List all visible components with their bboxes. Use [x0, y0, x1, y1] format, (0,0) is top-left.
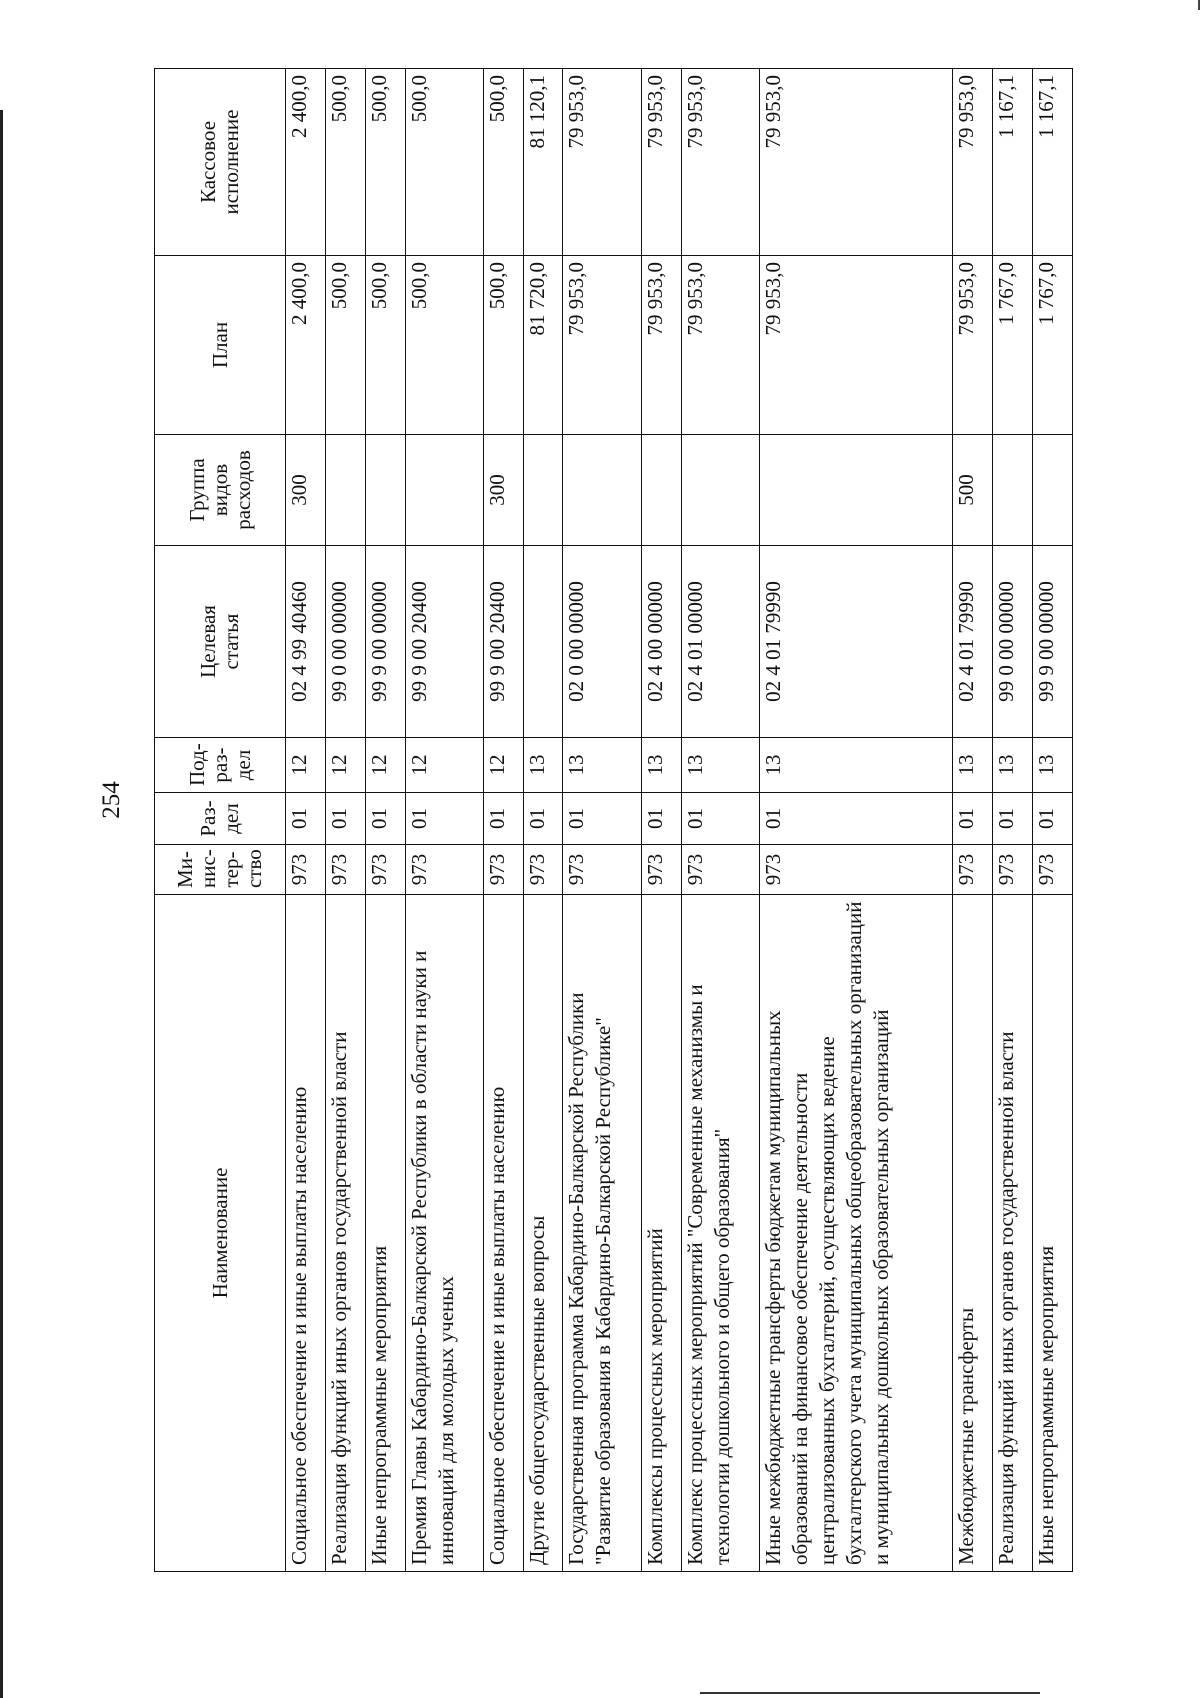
cell-ministry: 973	[405, 845, 483, 895]
cell-ministry: 973	[365, 845, 405, 895]
cell-section: 01	[563, 793, 641, 845]
cell-name: Комплекс процессных мероприятий "Современные механизмы и технологии дошкольного и общего образования"	[681, 895, 759, 1572]
cell-target: 99 0 00 00000	[325, 546, 365, 738]
header-group: Группа видов расходов	[155, 435, 286, 546]
table-row	[953, 69, 993, 1572]
cell-subsection: 13	[993, 738, 1033, 793]
cell-subsection: 13	[563, 738, 641, 793]
cell-section: 01	[993, 793, 1033, 845]
cell-ministry: 973	[483, 845, 523, 895]
table-row	[286, 69, 326, 1572]
cell-execution: 79 953,0	[681, 69, 759, 256]
table-row	[641, 69, 681, 1572]
cell-subsection: 13	[641, 738, 681, 793]
cell-ministry: 973	[523, 845, 563, 895]
cell-subsection: 13	[681, 738, 759, 793]
cell-section: 01	[365, 793, 405, 845]
cell-execution: 79 953,0	[641, 69, 681, 256]
cell-ministry: 973	[1033, 845, 1073, 895]
cell-target: 02 4 01 79990	[953, 546, 993, 738]
table-row	[759, 69, 953, 1572]
cell-group	[681, 435, 759, 546]
cell-plan: 79 953,0	[953, 256, 993, 435]
cell-group	[325, 435, 365, 546]
cell-plan: 500,0	[365, 256, 405, 435]
cell-target	[523, 546, 563, 738]
cell-target: 99 9 00 20400	[405, 546, 483, 738]
cell-target: 99 0 00 00000	[993, 546, 1033, 738]
cell-group: 300	[286, 435, 326, 546]
cell-name: Реализация функций иных органов государственной власти	[325, 895, 365, 1572]
cell-plan: 1 767,0	[993, 256, 1033, 435]
scan-edge-left	[0, 110, 3, 1698]
cell-group	[759, 435, 953, 546]
header-subsection: Под- раз- дел	[155, 738, 286, 793]
cell-group: 300	[483, 435, 523, 546]
cell-ministry: 973	[681, 845, 759, 895]
table-row	[681, 69, 759, 1572]
cell-section: 01	[405, 793, 483, 845]
cell-section: 01	[681, 793, 759, 845]
cell-subsection: 12	[286, 738, 326, 793]
cell-group	[405, 435, 483, 546]
cell-execution: 500,0	[483, 69, 523, 256]
cell-name: Социальное обеспечение и иные выплаты населению	[286, 895, 326, 1572]
cell-name: Иные непрограммные мероприятия	[1033, 895, 1073, 1572]
cell-ministry: 973	[953, 845, 993, 895]
cell-group: 500	[953, 435, 993, 546]
cell-subsection: 12	[365, 738, 405, 793]
cell-plan: 79 953,0	[681, 256, 759, 435]
cell-ministry: 973	[325, 845, 365, 895]
header-section: Раз- дел	[155, 793, 286, 845]
cell-name: Социальное обеспечение и иные выплаты населению	[483, 895, 523, 1572]
table-row	[365, 69, 405, 1572]
table-header-row	[155, 69, 286, 1572]
cell-target: 02 0 00 00000	[563, 546, 641, 738]
cell-target: 02 4 01 79990	[759, 546, 953, 738]
cell-group	[563, 435, 641, 546]
cell-plan: 500,0	[325, 256, 365, 435]
cell-plan: 79 953,0	[563, 256, 641, 435]
cell-execution: 500,0	[405, 69, 483, 256]
cell-target: 02 4 99 40460	[286, 546, 326, 738]
header-plan: План	[155, 256, 286, 435]
cell-plan: 81 720,0	[523, 256, 563, 435]
cell-plan: 1 767,0	[1033, 256, 1073, 435]
cell-ministry: 973	[641, 845, 681, 895]
cell-target: 02 4 01 00000	[681, 546, 759, 738]
page-number: 254	[98, 781, 125, 819]
table-row	[523, 69, 563, 1572]
cell-subsection: 13	[759, 738, 953, 793]
cell-name: Иные непрограммные мероприятия	[365, 895, 405, 1572]
cell-section: 01	[523, 793, 563, 845]
table-row	[1033, 69, 1073, 1572]
cell-section: 01	[1033, 793, 1073, 845]
table-row	[405, 69, 483, 1572]
cell-target: 99 9 00 00000	[365, 546, 405, 738]
header-ministry: Ми- нис- тер- ство	[155, 845, 286, 895]
cell-execution: 79 953,0	[759, 69, 953, 256]
cell-plan: 79 953,0	[641, 256, 681, 435]
cell-plan: 500,0	[483, 256, 523, 435]
cell-group	[365, 435, 405, 546]
cell-name: Иные межбюджетные трансферты бюджетам муниципальных образований на финансовое обеспечение деятельности централизованных бухгалтерий, осуществляющих ведение бухгалтерского учета муниципальных общеобразовательных организаций и муниципальных дошкольных образовательных организаций	[759, 895, 953, 1572]
table-row	[993, 69, 1033, 1572]
cell-group	[1033, 435, 1073, 546]
cell-group	[641, 435, 681, 546]
cell-plan: 500,0	[405, 256, 483, 435]
table-body	[286, 69, 1073, 1572]
cell-ministry: 973	[759, 845, 953, 895]
header-target: Целевая статья	[155, 546, 286, 738]
cell-group	[523, 435, 563, 546]
cell-plan: 79 953,0	[759, 256, 953, 435]
cell-subsection: 13	[1033, 738, 1073, 793]
cell-section: 01	[953, 793, 993, 845]
budget-table	[154, 68, 1073, 1572]
header-execution: Кассовое исполнение	[155, 69, 286, 256]
scan-edge-bottom	[700, 1692, 1040, 1694]
header-name: Наименование	[155, 895, 286, 1572]
cell-ministry: 973	[563, 845, 641, 895]
table-row	[483, 69, 523, 1572]
cell-subsection: 12	[405, 738, 483, 793]
cell-subsection: 13	[953, 738, 993, 793]
cell-target: 02 4 00 00000	[641, 546, 681, 738]
cell-subsection: 13	[523, 738, 563, 793]
cell-plan: 2 400,0	[286, 256, 326, 435]
table-row	[325, 69, 365, 1572]
cell-execution: 79 953,0	[563, 69, 641, 256]
cell-execution: 2 400,0	[286, 69, 326, 256]
cell-section: 01	[325, 793, 365, 845]
rotated-table-container	[154, 69, 1073, 1572]
table-row	[563, 69, 641, 1572]
cell-group	[993, 435, 1033, 546]
cell-name: Межбюджетные трансферты	[953, 895, 993, 1572]
cell-name: Другие общегосударственные вопросы	[523, 895, 563, 1572]
cell-section: 01	[286, 793, 326, 845]
cell-target: 99 9 00 00000	[1033, 546, 1073, 738]
cell-ministry: 973	[993, 845, 1033, 895]
cell-execution: 1 167,1	[993, 69, 1033, 256]
cell-execution: 79 953,0	[953, 69, 993, 256]
cell-execution: 81 120,1	[523, 69, 563, 256]
cell-execution: 500,0	[325, 69, 365, 256]
cell-name: Комплексы процессных мероприятий	[641, 895, 681, 1572]
cell-execution: 500,0	[365, 69, 405, 256]
cell-ministry: 973	[286, 845, 326, 895]
cell-name: Реализация функций иных органов государственной власти	[993, 895, 1033, 1572]
cell-subsection: 12	[483, 738, 523, 793]
cell-target: 99 9 00 20400	[483, 546, 523, 738]
cell-section: 01	[759, 793, 953, 845]
cell-section: 01	[483, 793, 523, 845]
cell-name: Премия Главы Кабардино-Балкарской Республики в области науки и инноваций для молодых ученых	[405, 895, 483, 1572]
cell-execution: 1 167,1	[1033, 69, 1073, 256]
cell-subsection: 12	[325, 738, 365, 793]
cell-name: Государственная программа Кабардино-Балкарской Республики "Развитие образования в Кабардино-Балкарской Республике"	[563, 895, 641, 1572]
cell-section: 01	[641, 793, 681, 845]
